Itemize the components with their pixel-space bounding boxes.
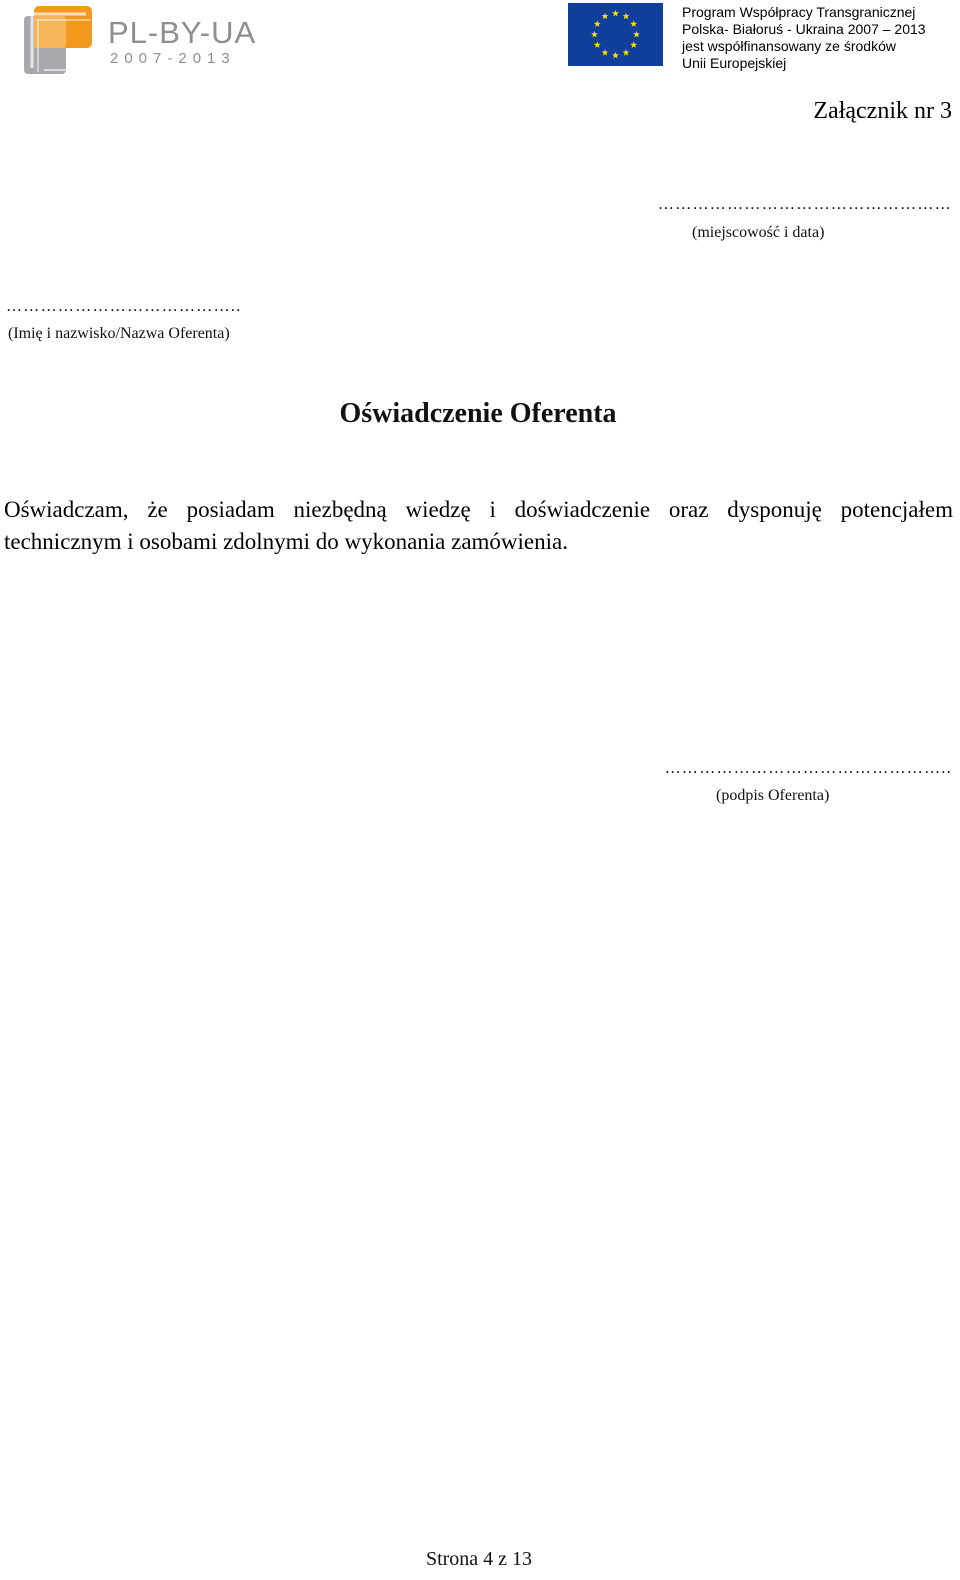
date-caption: (miejscowość i data): [692, 224, 825, 241]
page-number: Strona 4 z 13: [425, 1548, 533, 1570]
logo-name: PL-BY-UA: [108, 15, 257, 50]
name-dotted-line: …………………………………..: [6, 298, 242, 315]
date-dotted-line: ……………………………………………: [657, 196, 952, 213]
name-caption: (Imię i nazwisko/Nazwa Oferenta): [8, 325, 230, 342]
program-logo: [24, 6, 257, 78]
program-line: Unii Europejskiej: [682, 55, 787, 71]
annex-label: Załącznik nr 3: [813, 98, 952, 124]
logo-squares-icon: [24, 6, 94, 76]
document-title: Oświadczenie Oferenta: [339, 398, 617, 429]
eu-flag-icon: [568, 3, 663, 66]
program-line: jest współfinansowany ze środków: [682, 38, 896, 54]
program-line: Polska- Białoruś - Ukraina 2007 – 2013: [682, 21, 926, 37]
signature-caption: (podpis Oferenta): [716, 787, 830, 804]
program-line: Program Współpracy Transgranicznej: [682, 4, 916, 20]
declaration-text: Oświadczam, że posiadam niezbędną wiedzę i doświadczenie oraz dysponuję potencjałem technicznym i osobami zdolnymi do wykonania zamówienia.: [4, 497, 953, 554]
program-info: [682, 4, 956, 72]
signature-dotted-line: …………………………………………..: [664, 760, 952, 777]
logo-years: 2007-2013: [110, 50, 236, 67]
